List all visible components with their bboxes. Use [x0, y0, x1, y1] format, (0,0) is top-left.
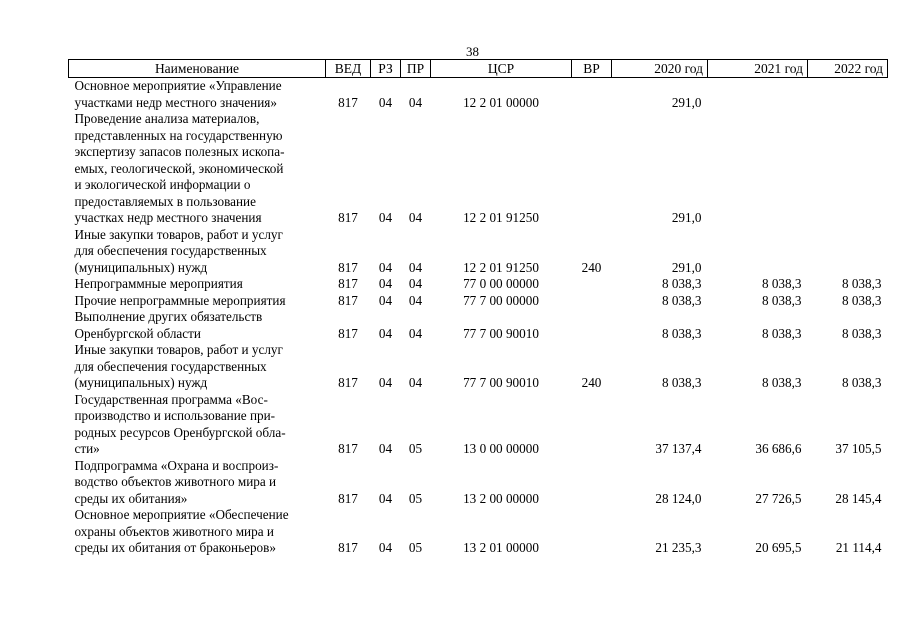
cell-name-line: (муниципальных) нужд [74, 259, 208, 275]
cell-2022 [808, 227, 888, 277]
cell-vr: 240 [581, 375, 602, 390]
cell-name-line: Основное мероприятие «Обеспечение [74, 507, 289, 522]
table-row [69, 309, 888, 342]
cell-name [69, 507, 326, 557]
cell-name [69, 227, 326, 277]
cell-rz: 04 [378, 259, 393, 275]
cell-csr: 12 2 01 91250 [463, 259, 539, 275]
table-row [69, 293, 888, 310]
cell-ved: 817 [338, 540, 358, 555]
cell-pr: 04 [408, 210, 423, 225]
table-row [69, 276, 888, 293]
cell-vr [572, 458, 612, 508]
cell-vr: 240 [581, 259, 602, 275]
budget-table [68, 59, 888, 557]
cell-csr: 77 7 00 00000 [463, 292, 539, 308]
cell-pr: 05 [408, 441, 423, 456]
cell-rz: 04 [378, 441, 393, 456]
cell-2022: 8 038,3 [841, 325, 882, 341]
cell-name-line: Непрограммные мероприятия [74, 276, 243, 291]
cell-ved: 817 [338, 490, 358, 506]
cell-2020: 8 038,3 [661, 375, 702, 390]
header-ved: ВЕД [326, 60, 371, 78]
cell-2021: 27 726,5 [755, 490, 802, 506]
cell-2020: 8 038,3 [661, 276, 702, 291]
cell-2022: 21 114,4 [835, 540, 882, 555]
header-name: Наименование [69, 60, 326, 78]
cell-2020: 37 137,4 [655, 441, 702, 456]
cell-name-line: для обеспечения государственных [74, 243, 267, 258]
cell-name-line: родных ресурсов Оренбургской обла- [74, 424, 286, 440]
cell-2020: 8 038,3 [661, 292, 702, 308]
cell-name-line: Прочие непрограммные мероприятия [74, 292, 286, 308]
header-2021: 2021 год [708, 60, 808, 78]
cell-name [69, 111, 326, 227]
cell-2020: 21 235,3 [655, 540, 702, 555]
cell-2022: 37 105,5 [835, 441, 882, 456]
cell-2020: 291,0 [671, 210, 702, 225]
cell-pr: 04 [408, 94, 423, 110]
cell-name-line: Иные закупки товаров, работ и услуг [74, 226, 283, 242]
cell-2022 [808, 78, 888, 112]
cell-name-line: среды их обитания» [74, 490, 188, 506]
table-row [69, 227, 888, 277]
cell-name-line: экспертизу запасов полезных ископа- [74, 144, 285, 159]
cell-2021 [708, 227, 808, 277]
cell-2022: 8 038,3 [841, 276, 882, 291]
cell-name-line: Основное мероприятие «Управление [74, 78, 282, 93]
cell-name-line: для обеспечения государственных [74, 358, 267, 374]
cell-ved: 817 [338, 210, 358, 225]
cell-2022 [808, 111, 888, 227]
cell-name [69, 458, 326, 508]
cell-2021: 36 686,6 [755, 441, 802, 456]
header-vr: ВР [572, 60, 612, 78]
cell-rz: 04 [378, 490, 393, 506]
cell-ved: 817 [338, 441, 358, 456]
cell-csr: 12 2 01 00000 [463, 94, 539, 110]
cell-vr [572, 276, 612, 293]
cell-2022: 28 145,4 [835, 490, 882, 506]
table-row [69, 392, 888, 458]
cell-vr [572, 78, 612, 112]
cell-name-line: и экологической информации о [74, 177, 251, 192]
cell-csr: 13 2 00 00000 [463, 490, 539, 506]
cell-rz: 04 [378, 210, 393, 225]
cell-ved: 817 [338, 375, 358, 390]
cell-vr [572, 507, 612, 557]
table-row [69, 111, 888, 227]
cell-name-line: сти» [74, 441, 100, 456]
cell-rz: 04 [378, 276, 393, 291]
cell-csr: 77 0 00 00000 [463, 276, 539, 291]
cell-name-line: Государственная программа «Вос- [74, 391, 268, 407]
cell-csr: 77 7 00 90010 [463, 375, 539, 390]
cell-name-line: предоставляемых в пользование [74, 193, 256, 209]
cell-ved: 817 [338, 259, 358, 275]
cell-rz: 04 [378, 540, 393, 555]
cell-ved: 817 [338, 325, 358, 341]
cell-pr: 04 [408, 375, 423, 390]
cell-ved: 817 [338, 276, 358, 291]
cell-2021 [708, 111, 808, 227]
cell-name-line: среды их обитания от браконьеров» [74, 540, 276, 555]
cell-2021: 8 038,3 [761, 325, 802, 341]
cell-csr: 13 0 00 00000 [463, 441, 539, 456]
cell-pr: 04 [408, 259, 423, 275]
cell-2021: 20 695,5 [755, 540, 802, 555]
header-rz: РЗ [371, 60, 401, 78]
cell-2021: 8 038,3 [761, 276, 802, 291]
cell-csr: 13 2 01 00000 [463, 540, 539, 555]
cell-name-line: Проведение анализа материалов, [74, 111, 260, 126]
table-body [69, 78, 888, 557]
cell-name-line: участках недр местного значения [74, 210, 262, 225]
table-row [69, 458, 888, 508]
cell-2020: 28 124,0 [655, 490, 702, 506]
cell-name-line: емых, геологической, экономической [74, 160, 284, 176]
cell-name [69, 309, 326, 342]
cell-rz: 04 [378, 375, 393, 390]
cell-rz: 04 [378, 325, 393, 341]
cell-2021: 8 038,3 [761, 292, 802, 308]
cell-name-line: Оренбургской области [74, 325, 201, 341]
header-2020: 2020 год [612, 60, 708, 78]
cell-2021: 8 038,3 [761, 375, 802, 390]
cell-name [69, 392, 326, 458]
cell-name [69, 78, 326, 112]
cell-name-line: Иные закупки товаров, работ и услуг [74, 342, 283, 357]
cell-ved: 817 [338, 94, 358, 110]
cell-vr [572, 293, 612, 310]
cell-rz: 04 [378, 94, 393, 110]
cell-2020: 291,0 [671, 94, 702, 110]
header-2022: 2022 год [808, 60, 888, 78]
cell-name-line: Подпрограмма «Охрана и воспроиз- [74, 457, 279, 473]
cell-pr: 04 [408, 292, 423, 308]
cell-name-line: представленных на государственную [74, 127, 283, 143]
cell-rz: 04 [378, 292, 393, 308]
cell-2022: 8 038,3 [841, 292, 882, 308]
cell-pr: 05 [408, 490, 423, 506]
cell-name-line: производство и использование при- [74, 408, 276, 423]
cell-name-line: Выполнение других обязательств [74, 309, 263, 324]
cell-vr [572, 309, 612, 342]
table-row [69, 342, 888, 392]
cell-name [69, 276, 326, 293]
cell-vr [572, 111, 612, 227]
table-row [69, 78, 888, 112]
table-row [69, 507, 888, 557]
cell-2021 [708, 78, 808, 112]
cell-name-line: участками недр местного значения» [74, 94, 277, 110]
cell-2020: 291,0 [671, 259, 702, 275]
header-pr: ПР [401, 60, 431, 78]
cell-pr: 04 [408, 276, 423, 291]
cell-ved: 817 [338, 292, 358, 308]
cell-name [69, 342, 326, 392]
cell-csr: 77 7 00 90010 [463, 325, 539, 341]
cell-2020: 8 038,3 [661, 325, 702, 341]
header-csr: ЦСР [431, 60, 572, 78]
table-header-row [69, 60, 888, 78]
page-number: 38 [466, 44, 479, 59]
cell-pr: 04 [408, 325, 423, 341]
cell-csr: 12 2 01 91250 [463, 210, 539, 225]
cell-name [69, 293, 326, 310]
cell-pr: 05 [408, 540, 423, 555]
cell-name-line: охраны объектов животного мира и [74, 523, 274, 539]
cell-2022: 8 038,3 [841, 375, 882, 390]
cell-name-line: (муниципальных) нужд [74, 375, 208, 390]
cell-name-line: водство объектов животного мира и [74, 474, 277, 489]
cell-vr [572, 392, 612, 458]
